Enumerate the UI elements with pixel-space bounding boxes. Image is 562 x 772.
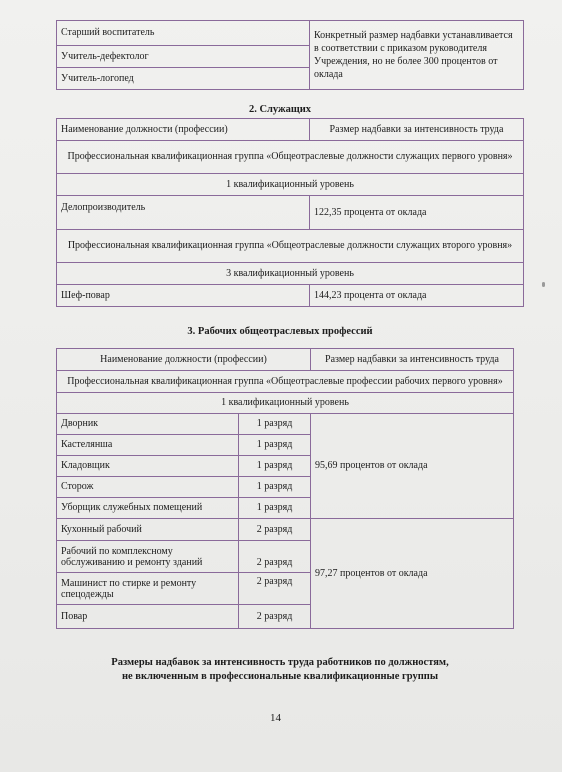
table-cell-position: Делопроизводитель (57, 196, 310, 230)
table-top-continuation (56, 20, 524, 90)
section-heading-employees: 2. Служащих (248, 104, 312, 115)
table-cell-position: Кастелянша (57, 435, 239, 456)
footer-title-line2: не включенным в профессиональные квалификационные группы (121, 671, 439, 682)
table-cell-value: 144,23 процента от оклада (310, 285, 524, 307)
table-cell-position: Уборщик служебных помещений (57, 498, 239, 519)
table-level-row: 1 квалификационный уровень (57, 174, 524, 196)
table-cell-grade: 1 разряд (239, 477, 311, 498)
table-cell-grade: 2 разряд (239, 605, 311, 629)
footer-title-line1: Размеры надбавок за интенсивность труда работников по должностям, (111, 657, 449, 668)
table-cell-grade: 1 разряд (239, 435, 311, 456)
table-cell-value: 122,35 процента от оклада (310, 196, 524, 230)
table-cell-position: Учитель-логопед (57, 68, 310, 90)
table-cell-grade: 2 разряд (239, 573, 311, 605)
table-cell-position: Машинист по стирке и ремонту спецодежды (57, 573, 239, 605)
table-cell-position: Сторож (57, 477, 239, 498)
table-cell-grade: 1 разряд (239, 456, 311, 477)
table-header-position: Наименование должности (профессии) (57, 119, 310, 141)
table-cell-grade: 2 разряд (239, 541, 311, 573)
table-cell-position: Учитель-дефектолог (57, 46, 310, 68)
table-employees (56, 118, 524, 307)
table-cell-value: Конкретный размер надбавки устанавливается в соответствии с приказом руководителя Учреждения, но не более 300 процентов от оклада (310, 21, 524, 90)
table-workers (56, 348, 514, 629)
table-cell-position: Рабочий по комплексному обслуживанию и ремонту зданий (57, 541, 239, 573)
table-level-row: 1 квалификационный уровень (57, 393, 514, 414)
table-header-allowance: Размер надбавки за интенсивность труда (310, 119, 524, 141)
table-cell-value: 97,27 процентов от оклада (311, 519, 514, 629)
section-heading-workers: 3. Рабочих общеотраслевых профессий (187, 326, 373, 337)
page-number: 14 (270, 712, 281, 724)
table-group-row: Профессиональная квалификационная группа «Общеотраслевые должности служащих второго уровня» (57, 230, 524, 263)
table-cell-grade: 1 разряд (239, 498, 311, 519)
table-cell-position: Кухонный рабочий (57, 519, 239, 541)
table-cell-position: Старший воспитатель (57, 21, 310, 46)
table-cell-position: Повар (57, 605, 239, 629)
table-cell-position: Дворник (57, 414, 239, 435)
table-cell-grade: 1 разряд (239, 414, 311, 435)
table-cell-grade: 2 разряд (239, 519, 311, 541)
table-cell-position: Кладовщик (57, 456, 239, 477)
scan-speck (542, 282, 545, 287)
footer-title (60, 656, 500, 684)
table-cell-position: Шеф-повар (57, 285, 310, 307)
table-cell-value: 95,69 процентов от оклада (311, 414, 514, 519)
table-header-allowance: Размер надбавки за интенсивность труда (311, 349, 514, 371)
table-group-row: Профессиональная квалификационная группа «Общеотраслевые должности служащих первого уровня» (57, 141, 524, 174)
table-header-position: Наименование должности (профессии) (57, 349, 311, 371)
table-level-row: 3 квалификационный уровень (57, 263, 524, 285)
table-group-row: Профессиональная квалификационная группа «Общеотраслевые профессии рабочих первого уровня» (57, 371, 514, 393)
